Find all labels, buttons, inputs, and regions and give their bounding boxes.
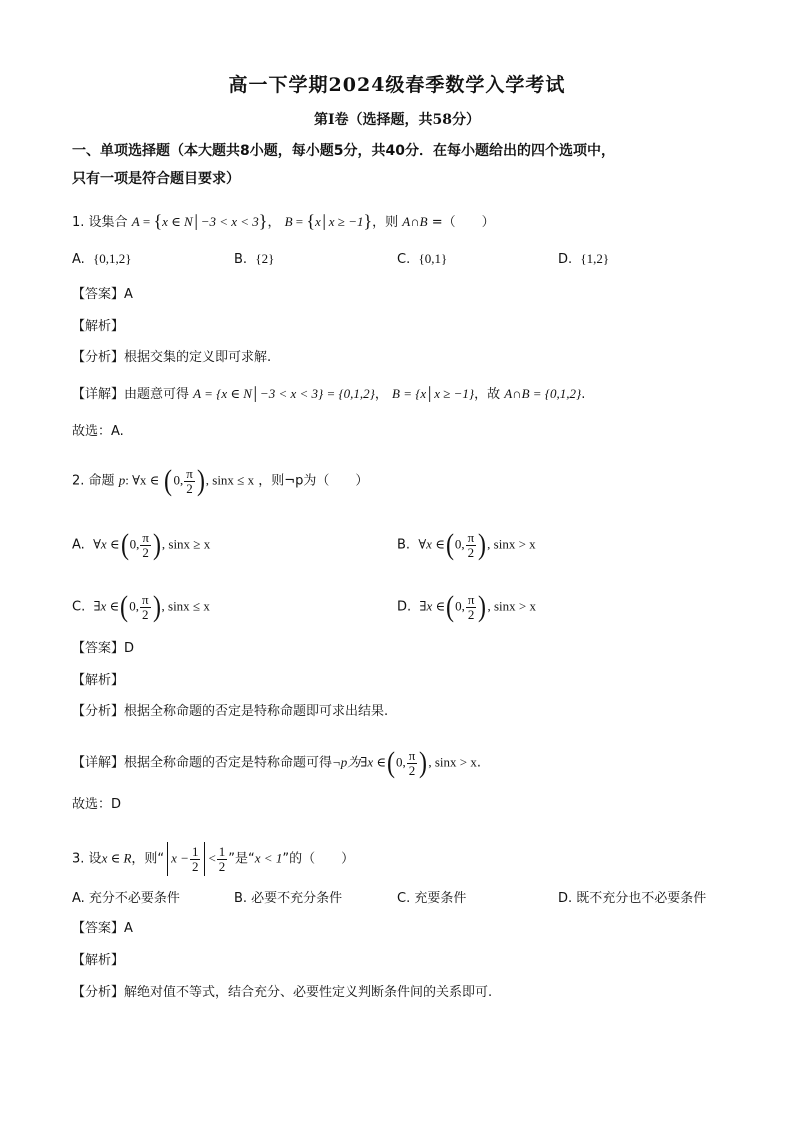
q3-option-a: A. 充分不必要条件	[72, 891, 180, 906]
q2-stem: 2. 命题 p: ∀x ∈ (0, $\frac{\pi}{2}$ ), sinx ≤ x ，则¬p为（ ）	[72, 464, 369, 497]
q1-stem-pre: 设集合	[88, 215, 128, 230]
q3-option-b: B. 必要不充分条件	[234, 891, 343, 906]
q1-detail: 【详解】由题意可得 A = {x ∈ N│−3 < x < 3} = {0,1,2}， B = {x│x ≥ −1}，故 A∩B = {0,1,2}.	[72, 386, 586, 402]
q2-detail: 【详解】根据全称命题的否定是特称命题可得¬p为∃x ∈(0, $\frac{\pi}{2}$ ), sinx > x.	[72, 746, 481, 779]
q1-setA-lhs: A	[131, 214, 140, 229]
q1-number: 1.	[72, 215, 85, 230]
q1-detail-result: A∩B = {0,1,2}	[504, 386, 582, 401]
q1-stem-post: ，则	[372, 215, 399, 230]
q3-option-c: C. 充要条件	[397, 891, 467, 906]
q3-answer: 【答案】A	[72, 921, 133, 936]
section-heading-line2: 只有一项是符合题目要求）	[72, 171, 240, 187]
q2-choose: 故选：D	[72, 797, 122, 812]
part-title: 第I卷（选择题，共58分）	[313, 112, 481, 128]
q1-intersection: A∩B	[402, 214, 428, 229]
q3-stem: 3. 设x ∈ R，则“ x − $\frac{1}{2}$ < $\frac{1}{2}$ ”是“x < 1”的（ ）	[72, 842, 354, 876]
q2-option-a: A. ∀x ∈(0, $\frac{\pi}{2}$ ), sinx ≥ x	[72, 528, 211, 561]
q1-option-c: C. {0,1}	[397, 251, 448, 267]
q1-blank: =（ ）	[431, 215, 495, 230]
exam-title: 高一下学期2024级春季数学入学考试	[228, 74, 566, 96]
q3-fenxi: 【分析】解绝对值不等式，结合充分、必要性定义判断条件间的关系即可.	[72, 985, 493, 1000]
q1-stem: 1. 设集合 A = {x ∈ N│−3 < x < 3}， B = {x│x ≥ −1}，则 A∩B =（ ）	[72, 211, 495, 231]
q3-analysis-label: 【解析】	[72, 953, 125, 968]
section-heading-line1: 一、单项选择题（本大题共8小题，每小题5分，共40分．在每小题给出的四个选项中，	[72, 143, 615, 159]
q1-choose: 故选：A.	[72, 424, 124, 439]
q1-option-a: A. {0,1,2}	[72, 251, 132, 267]
q2-option-d: D. ∃x ∈(0, $\frac{\pi}{2}$ ), sinx > x	[397, 590, 536, 623]
q1-option-b: B. {2}	[234, 251, 275, 267]
q2-option-c: C. ∃x ∈(0, $\frac{\pi}{2}$ ), sinx ≤ x	[72, 590, 210, 623]
q2-fenxi: 【分析】根据全称命题的否定是特称命题即可求出结果.	[72, 704, 389, 719]
q1-analysis-label: 【解析】	[72, 319, 125, 334]
q2-answer: 【答案】D	[72, 641, 135, 656]
q1-setB-body: x│x ≥ −1	[315, 214, 364, 229]
q1-detail-setB: B = {x│x ≥ −1}	[392, 386, 475, 401]
q2-option-b: B. ∀x ∈(0, $\frac{\pi}{2}$ ), sinx > x	[397, 528, 536, 561]
q2-analysis-label: 【解析】	[72, 673, 125, 688]
q1-setA-body: x ∈ N│−3 < x < 3	[162, 214, 259, 229]
q1-setB-lhs: B	[284, 214, 293, 229]
q3-option-d: D. 既不充分也不必要条件	[558, 891, 707, 906]
q1-answer: 【答案】A	[72, 287, 133, 302]
q1-detail-setA: A = {x ∈ N│−3 < x < 3} = {0,1,2}	[193, 386, 375, 401]
q1-option-d: D. {1,2}	[558, 251, 610, 267]
q1-fenxi: 【分析】根据交集的定义即可求解.	[72, 350, 272, 365]
